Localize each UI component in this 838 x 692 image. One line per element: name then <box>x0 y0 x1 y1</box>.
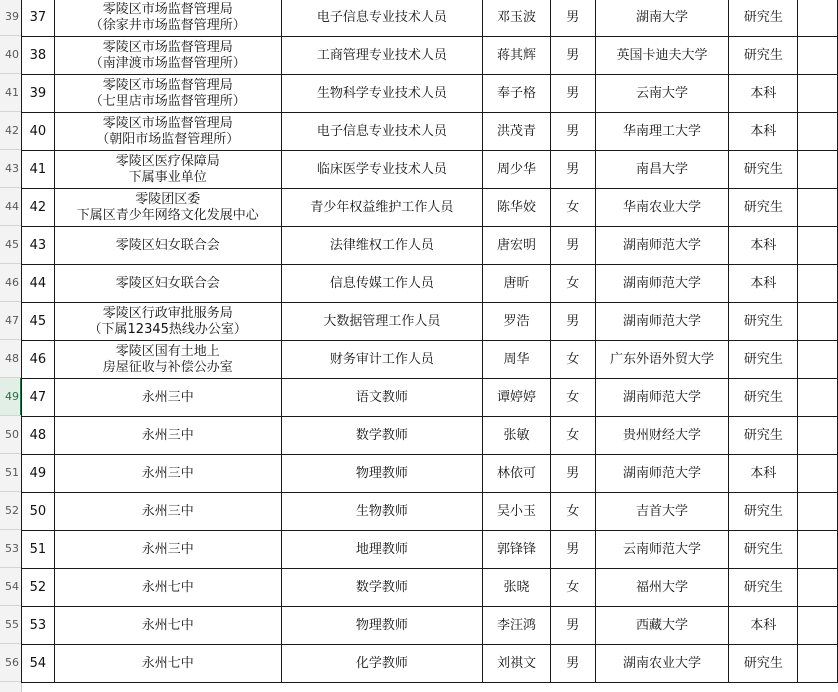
row-number[interactable]: 46 <box>0 264 21 302</box>
cell-position[interactable]: 财务审计工作人员 <box>281 341 483 379</box>
spreadsheet-grid <box>21 0 838 683</box>
cell-education[interactable]: 研究生 <box>729 569 798 607</box>
cell-position[interactable]: 地理教师 <box>281 531 483 569</box>
cell-position[interactable]: 工商管理专业技术人员 <box>281 37 483 75</box>
table-row <box>22 455 838 493</box>
cell-education[interactable]: 研究生 <box>729 493 798 531</box>
cell-gender[interactable]: 男 <box>550 303 595 341</box>
cell-name[interactable]: 奉子格 <box>483 75 551 113</box>
cell-school[interactable]: 湖南大学 <box>595 0 729 37</box>
cell-empty[interactable] <box>798 75 838 113</box>
table-row <box>22 227 838 265</box>
cell-school[interactable]: 湖南师范大学 <box>595 455 729 493</box>
row-number[interactable]: 48 <box>0 340 21 378</box>
cell-school[interactable]: 云南师范大学 <box>595 531 729 569</box>
cell-unit-line: （下属12345热线办公室） <box>88 321 247 337</box>
cell-seq[interactable]: 52 <box>22 569 55 607</box>
cell-position[interactable]: 数学教师 <box>281 417 483 455</box>
cell-gender[interactable]: 女 <box>550 417 595 455</box>
cell-unit-line: 永州三中 <box>141 465 194 481</box>
table-row <box>22 531 838 569</box>
cell-unit[interactable] <box>54 113 281 151</box>
cell-unit-line: 零陵区妇女联合会 <box>115 275 220 291</box>
cell-school[interactable]: 湖南师范大学 <box>595 265 729 303</box>
cell-position[interactable]: 电子信息专业技术人员 <box>281 113 483 151</box>
cell-education[interactable]: 研究生 <box>729 531 798 569</box>
cell-unit[interactable] <box>54 303 281 341</box>
cell-education[interactable]: 研究生 <box>729 189 798 227</box>
cell-school[interactable]: 福州大学 <box>595 569 729 607</box>
cell-education[interactable]: 研究生 <box>729 151 798 189</box>
cell-name[interactable]: 邓玉波 <box>483 0 551 37</box>
cell-seq[interactable]: 54 <box>22 645 55 683</box>
row-number[interactable]: 40 <box>0 36 21 74</box>
cell-school[interactable]: 湖南师范大学 <box>595 227 729 265</box>
cell-education[interactable]: 本科 <box>729 113 798 151</box>
cell-unit[interactable] <box>54 607 281 645</box>
cell-position[interactable]: 生物教师 <box>281 493 483 531</box>
cell-unit[interactable] <box>54 417 281 455</box>
cell-unit[interactable] <box>54 455 281 493</box>
cell-position[interactable]: 语文教师 <box>281 379 483 417</box>
cell-empty[interactable] <box>798 531 838 569</box>
cell-empty[interactable] <box>798 645 838 683</box>
cell-empty[interactable] <box>798 455 838 493</box>
cell-school[interactable]: 湖南师范大学 <box>595 379 729 417</box>
cell-unit-line: 永州七中 <box>141 579 194 595</box>
table-row <box>22 569 838 607</box>
cell-empty[interactable] <box>798 227 838 265</box>
cell-unit-line: 零陵区行政审批服务局 <box>102 305 233 321</box>
cell-position[interactable]: 青少年权益维护工作人员 <box>281 189 483 227</box>
table-row <box>22 0 838 37</box>
cell-position[interactable]: 法律维权工作人员 <box>281 227 483 265</box>
cell-unit-line: （徐家井市场监督管理所） <box>89 17 246 33</box>
row-number[interactable]: 52 <box>0 492 21 530</box>
cell-name[interactable]: 郭锋锋 <box>483 531 551 569</box>
cell-name[interactable]: 周华 <box>483 341 551 379</box>
cell-school[interactable]: 云南大学 <box>595 75 729 113</box>
cell-school[interactable]: 广东外语外贸大学 <box>595 341 729 379</box>
cell-name[interactable]: 蒋其辉 <box>483 37 551 75</box>
cell-education[interactable]: 本科 <box>729 227 798 265</box>
cell-unit-line: 下属区青少年网络文化发展中心 <box>76 207 259 223</box>
cell-education[interactable]: 研究生 <box>729 417 798 455</box>
cell-unit[interactable] <box>54 0 281 37</box>
cell-gender[interactable]: 男 <box>550 645 595 683</box>
cell-name[interactable]: 谭婷婷 <box>483 379 551 417</box>
cell-empty[interactable] <box>798 607 838 645</box>
cell-school[interactable]: 湖南师范大学 <box>595 303 729 341</box>
cell-seq[interactable]: 50 <box>22 493 55 531</box>
cell-gender[interactable]: 男 <box>550 113 595 151</box>
cell-empty[interactable] <box>798 569 838 607</box>
cell-unit[interactable] <box>54 379 281 417</box>
cell-unit-line: 永州三中 <box>141 389 194 405</box>
table-row <box>22 37 838 75</box>
cell-seq[interactable]: 38 <box>22 37 55 75</box>
cell-unit[interactable] <box>54 265 281 303</box>
cell-name[interactable]: 唐昕 <box>483 265 551 303</box>
cell-position[interactable]: 临床医学专业技术人员 <box>281 151 483 189</box>
cell-name[interactable]: 吴小玉 <box>483 493 551 531</box>
cell-seq[interactable]: 45 <box>22 303 55 341</box>
row-number[interactable]: 49 <box>0 378 21 416</box>
cell-gender[interactable]: 男 <box>550 75 595 113</box>
table-row <box>22 75 838 113</box>
cell-empty[interactable] <box>798 0 838 37</box>
row-number[interactable]: 42 <box>0 112 21 150</box>
cell-unit[interactable] <box>54 37 281 75</box>
cell-empty[interactable] <box>798 265 838 303</box>
cell-unit[interactable] <box>54 341 281 379</box>
cell-unit-line: 零陵团区委 <box>135 191 201 207</box>
cell-empty[interactable] <box>798 151 838 189</box>
cell-position[interactable]: 化学教师 <box>281 645 483 683</box>
cell-name[interactable]: 陈华姣 <box>483 189 551 227</box>
cell-name[interactable]: 周少华 <box>483 151 551 189</box>
cell-empty[interactable] <box>798 303 838 341</box>
cell-name[interactable]: 李汪鸿 <box>483 607 551 645</box>
table-row <box>22 607 838 645</box>
cell-unit[interactable] <box>54 75 281 113</box>
cell-gender[interactable]: 男 <box>550 37 595 75</box>
cell-unit-line: 永州三中 <box>141 427 194 443</box>
table-row <box>22 151 838 189</box>
cell-gender[interactable]: 女 <box>550 379 595 417</box>
cell-seq[interactable]: 42 <box>22 189 55 227</box>
table-row <box>22 341 838 379</box>
row-number[interactable]: 43 <box>0 150 21 188</box>
cell-unit-line: 下属事业单位 <box>128 169 207 185</box>
cell-unit-line: 零陵区医疗保障局 <box>115 153 220 169</box>
cell-seq[interactable]: 41 <box>22 151 55 189</box>
row-number[interactable]: 41 <box>0 74 21 112</box>
cell-seq[interactable]: 40 <box>22 113 55 151</box>
cell-unit-line: 零陵区市场监督管理局 <box>102 1 233 17</box>
cell-gender[interactable]: 女 <box>550 569 595 607</box>
cell-seq[interactable]: 47 <box>22 379 55 417</box>
cell-unit-line: （七里店市场监督管理所） <box>89 93 246 109</box>
cell-seq[interactable]: 43 <box>22 227 55 265</box>
cell-position[interactable]: 数学教师 <box>281 569 483 607</box>
cell-gender[interactable]: 男 <box>550 531 595 569</box>
cell-unit-line: 永州三中 <box>141 503 194 519</box>
row-number[interactable]: 55 <box>0 606 21 644</box>
cell-school[interactable]: 西藏大学 <box>595 607 729 645</box>
cell-name[interactable]: 刘祺文 <box>483 645 551 683</box>
row-number[interactable]: 54 <box>0 568 21 606</box>
cell-gender[interactable]: 男 <box>550 455 595 493</box>
cell-position[interactable]: 生物科学专业技术人员 <box>281 75 483 113</box>
cell-school[interactable]: 华南农业大学 <box>595 189 729 227</box>
cell-school[interactable]: 英国卡迪夫大学 <box>595 37 729 75</box>
cell-gender[interactable]: 男 <box>550 0 595 37</box>
cell-unit-line: 房屋征收与补偿公办室 <box>102 359 233 375</box>
cell-unit[interactable] <box>54 227 281 265</box>
cell-unit-line: 永州三中 <box>141 541 194 557</box>
cell-gender[interactable]: 女 <box>550 493 595 531</box>
cell-empty[interactable] <box>798 493 838 531</box>
cell-education[interactable]: 本科 <box>729 607 798 645</box>
cell-seq[interactable]: 48 <box>22 417 55 455</box>
table-row <box>22 189 838 227</box>
cell-seq[interactable]: 44 <box>22 265 55 303</box>
cell-education[interactable]: 研究生 <box>729 645 798 683</box>
cell-unit-line: 永州七中 <box>141 655 194 671</box>
cell-empty[interactable] <box>798 113 838 151</box>
table-row <box>22 303 838 341</box>
cell-unit-line: 零陵区妇女联合会 <box>115 237 220 253</box>
cell-empty[interactable] <box>798 37 838 75</box>
cell-seq[interactable]: 39 <box>22 75 55 113</box>
cell-position[interactable]: 物理教师 <box>281 455 483 493</box>
cell-position[interactable]: 大数据管理工作人员 <box>281 303 483 341</box>
cell-education[interactable]: 本科 <box>729 265 798 303</box>
cell-education[interactable]: 研究生 <box>729 303 798 341</box>
table-row <box>22 645 838 683</box>
cell-gender[interactable]: 女 <box>550 341 595 379</box>
row-number[interactable]: 50 <box>0 416 21 454</box>
cell-unit[interactable] <box>54 189 281 227</box>
table-row <box>22 493 838 531</box>
cell-position[interactable]: 电子信息专业技术人员 <box>281 0 483 37</box>
cell-gender[interactable]: 女 <box>550 189 595 227</box>
cell-school[interactable]: 南昌大学 <box>595 151 729 189</box>
cell-gender[interactable]: 男 <box>550 151 595 189</box>
row-number[interactable]: 44 <box>0 188 21 226</box>
row-number[interactable]: 53 <box>0 530 21 568</box>
cell-seq[interactable]: 53 <box>22 607 55 645</box>
cell-unit-line: 永州七中 <box>141 617 194 633</box>
cell-gender[interactable]: 女 <box>550 265 595 303</box>
cell-name[interactable]: 洪茂青 <box>483 113 551 151</box>
cell-seq[interactable]: 46 <box>22 341 55 379</box>
cell-education[interactable]: 本科 <box>729 455 798 493</box>
cell-school[interactable]: 吉首大学 <box>595 493 729 531</box>
row-number[interactable]: 39 <box>0 0 21 36</box>
cell-seq[interactable]: 49 <box>22 455 55 493</box>
row-number[interactable]: 45 <box>0 226 21 264</box>
row-number[interactable]: 51 <box>0 454 21 492</box>
table-row <box>22 265 838 303</box>
cell-seq[interactable]: 51 <box>22 531 55 569</box>
cell-position[interactable]: 信息传媒工作人员 <box>281 265 483 303</box>
cell-empty[interactable] <box>798 379 838 417</box>
table-row <box>22 417 838 455</box>
cell-name[interactable]: 张敏 <box>483 417 551 455</box>
cell-education[interactable]: 研究生 <box>729 0 798 37</box>
row-number[interactable]: 56 <box>0 644 21 682</box>
cell-unit-line: 零陵区市场监督管理局 <box>102 39 233 55</box>
cell-education[interactable]: 研究生 <box>729 341 798 379</box>
cell-name[interactable]: 林依可 <box>483 455 551 493</box>
cell-unit[interactable] <box>54 493 281 531</box>
cell-empty[interactable] <box>798 417 838 455</box>
cell-education[interactable]: 研究生 <box>729 379 798 417</box>
cell-unit[interactable] <box>54 531 281 569</box>
cell-school[interactable]: 湖南农业大学 <box>595 645 729 683</box>
cell-empty[interactable] <box>798 341 838 379</box>
cell-seq[interactable]: 37 <box>22 0 55 37</box>
cell-gender[interactable]: 男 <box>550 607 595 645</box>
cell-name[interactable]: 罗浩 <box>483 303 551 341</box>
cell-gender[interactable]: 男 <box>550 227 595 265</box>
cell-unit[interactable] <box>54 569 281 607</box>
cell-unit[interactable] <box>54 151 281 189</box>
cell-name[interactable]: 张晓 <box>483 569 551 607</box>
row-number[interactable]: 47 <box>0 302 21 340</box>
cell-unit-line: 零陵区市场监督管理局 <box>102 77 233 93</box>
row-header-column <box>0 0 22 692</box>
cell-school[interactable]: 华南理工大学 <box>595 113 729 151</box>
cell-school[interactable]: 贵州财经大学 <box>595 417 729 455</box>
cell-unit-line: 零陵区市场监督管理局 <box>102 115 233 131</box>
cell-unit-line: （南津渡市场监督管理所） <box>89 55 246 71</box>
cell-education[interactable]: 本科 <box>729 75 798 113</box>
cell-education[interactable]: 研究生 <box>729 37 798 75</box>
cell-unit[interactable] <box>54 645 281 683</box>
cell-name[interactable]: 唐宏明 <box>483 227 551 265</box>
table-row <box>22 113 838 151</box>
table-row <box>22 379 838 417</box>
cell-unit-line: （朝阳市场监督管理所） <box>96 131 240 147</box>
cell-position[interactable]: 物理教师 <box>281 607 483 645</box>
cell-empty[interactable] <box>798 189 838 227</box>
cell-unit-line: 零陵区国有土地上 <box>115 343 220 359</box>
